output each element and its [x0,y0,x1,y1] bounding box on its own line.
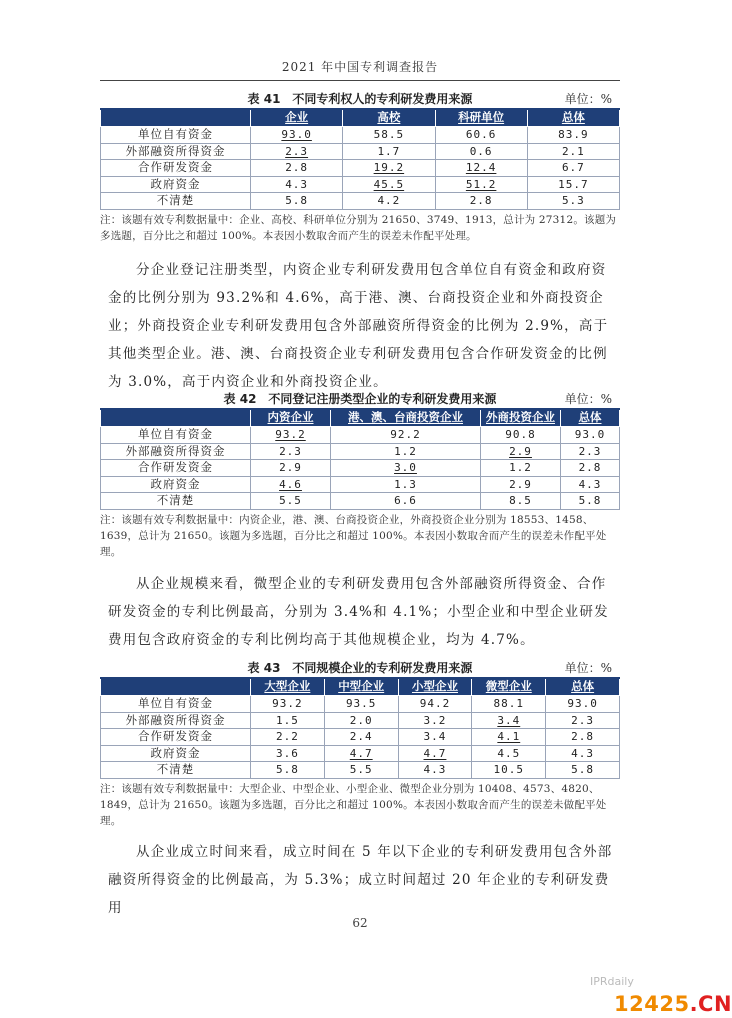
column-header: 微型企业 [472,678,546,696]
table-cell: 2.9 [481,443,561,460]
table-row [101,762,620,779]
table-cell: 2.8 [251,160,343,177]
table-row [101,476,620,493]
table-cell: 2.8 [435,193,527,210]
row-label: 外部融资所得资金 [101,443,251,460]
row-label: 外部融资所得资金 [101,143,251,160]
column-header: 外商投资企业 [481,409,561,427]
table-row [101,712,620,729]
table-row [101,176,620,193]
table-note: 注：该题有效专利数据量中：企业、高校、科研单位分别为 21650、3749、1913，总计为 27312。该题为多选题，百分比之和超过 100%。本表因小数取舍而产生的误差未作配平处理。 [100,213,617,242]
table-cell: 4.3 [546,745,620,762]
table-cell: 4.7 [398,745,472,762]
row-label: 单位自有资金 [101,427,251,444]
table-43-block [100,657,620,829]
column-header: 总体 [527,109,619,127]
table-cell: 2.0 [324,712,398,729]
funding-source-table-43 [100,677,620,779]
funding-source-table-42 [100,408,620,510]
table-cell: 3.4 [398,729,472,746]
table-cell: 3.6 [251,745,325,762]
table-header-row [101,109,620,127]
table-row [101,427,620,444]
table-cell: 2.8 [546,729,620,746]
table-title: 表 43 不同规模企业的专利研发费用来源 [247,661,473,675]
table-cell: 83.9 [527,127,619,144]
table-unit: 单位：% [564,92,612,106]
row-label: 单位自有资金 [101,127,251,144]
column-header: 内资企业 [251,409,331,427]
table-cell: 1.7 [343,143,435,160]
table-cell: 94.2 [398,696,472,713]
row-label: 单位自有资金 [101,696,251,713]
column-header-empty [101,409,251,427]
table-cell: 58.5 [343,127,435,144]
watermark-text: IPRdaily [590,975,634,988]
table-row [101,460,620,477]
row-label: 不清楚 [101,762,251,779]
table-cell: 1.5 [251,712,325,729]
table-cell: 5.8 [546,762,620,779]
table-cell: 93.0 [546,696,620,713]
table-cell: 4.6 [251,476,331,493]
table-caption-bar [100,388,620,408]
table-cell: 3.0 [331,460,481,477]
table-cell: 90.8 [481,427,561,444]
table-row [101,443,620,460]
table-row [101,127,620,144]
table-cell: 6.7 [527,160,619,177]
table-cell: 15.7 [527,176,619,193]
column-header: 港、澳、台商投资企业 [331,409,481,427]
table-row [101,745,620,762]
table-caption-bar [100,657,620,677]
row-label: 合作研发资金 [101,460,251,477]
column-header: 高校 [343,109,435,127]
table-row [101,696,620,713]
body-paragraph: 从企业规模来看，微型企业的专利研发费用包含外部融资所得资金、合作研发资金的专利比例最高，分别为 3.4%和 4.1%；小型企业和中型企业研发费用包含政府资金的专利比例均高于其他规模企业，均为 4.7%。 [108,576,609,648]
table-unit: 单位：% [564,392,612,406]
table-cell: 1.3 [331,476,481,493]
table-cell: 3.2 [398,712,472,729]
body-paragraph: 分企业登记注册类型，内资企业专利研发费用包含单位自有资金和政府资金的比例分别为 93.2%和 4.6%，高于港、澳、台商投资企业和外商投资企业；外商投资企业专利研发费用包含外部融资所得资金的比例为 2.9%，高于其他类型企业。港、澳、台商投资企业专利研发费用包含合作研发资金的比例为 3.0%，高于内资企业和外商投资企业。 [108,262,609,390]
table-cell: 4.3 [251,176,343,193]
row-label: 合作研发资金 [101,160,251,177]
table-cell: 4.1 [472,729,546,746]
table-note: 注：该题有效专利数据量中：内资企业，港、澳、台商投资企业，外商投资企业分别为 18553、1458、1639，总计为 21650。该题为多选题，百分比之和超过 100%。本表因小数取舍而产生的误差未作配平处理。 [100,513,607,558]
table-cell: 1.2 [481,460,561,477]
table-cell: 2.3 [251,443,331,460]
table-cell: 5.8 [561,493,620,510]
table-cell: 19.2 [343,160,435,177]
table-cell: 5.3 [527,193,619,210]
table-cell: 2.3 [251,143,343,160]
table-cell: 5.5 [251,493,331,510]
table-cell: 4.3 [561,476,620,493]
table-header-row [101,678,620,696]
table-cell: 4.2 [343,193,435,210]
table-row [101,729,620,746]
row-label: 不清楚 [101,193,251,210]
table-cell: 60.6 [435,127,527,144]
funding-source-table-41 [100,108,620,210]
table-cell: 93.0 [251,127,343,144]
table-header-row [101,409,620,427]
table-title: 表 42 不同登记注册类型企业的专利研发费用来源 [223,392,497,406]
table-cell: 45.5 [343,176,435,193]
table-cell: 6.6 [331,493,481,510]
table-cell: 2.8 [561,460,620,477]
table-cell: 2.4 [324,729,398,746]
row-label: 不清楚 [101,493,251,510]
column-header: 总体 [546,678,620,696]
table-cell: 2.3 [546,712,620,729]
row-label: 合作研发资金 [101,729,251,746]
table-cell: 2.9 [251,460,331,477]
table-note: 注：该题有效专利数据量中：大型企业、中型企业、小型企业、微型企业分别为 10408、4573、4820、1849，总计为 21650。该题为多选题，百分比之和超过 100%。本表因小数取舍而产生的误差未做配平处理。 [100,782,607,827]
table-cell: 93.0 [561,427,620,444]
table-cell: 1.2 [331,443,481,460]
running-header: 2021 年中国专利调查报告 [281,60,439,74]
header-rule [100,80,620,81]
table-row [101,160,620,177]
table-cell: 51.2 [435,176,527,193]
row-label: 政府资金 [101,476,251,493]
page-number: 62 [352,916,368,930]
table-cell: 93.5 [324,696,398,713]
column-header: 科研单位 [435,109,527,127]
table-cell: 2.2 [251,729,325,746]
site-logo-number: 12425 [614,992,690,1016]
column-header: 大型企业 [251,678,325,696]
table-cell: 0.6 [435,143,527,160]
table-caption-bar [100,88,620,108]
table-cell: 4.3 [398,762,472,779]
column-header: 企业 [251,109,343,127]
table-cell: 93.2 [251,696,325,713]
row-label: 政府资金 [101,176,251,193]
table-cell: 5.8 [251,193,343,210]
table-cell: 2.1 [527,143,619,160]
table-title: 表 41 不同专利权人的专利研发费用来源 [247,92,473,106]
column-header-empty [101,678,251,696]
column-header: 总体 [561,409,620,427]
table-cell: 2.3 [561,443,620,460]
table-cell: 10.5 [472,762,546,779]
table-row [101,193,620,210]
table-cell: 4.7 [324,745,398,762]
table-cell: 88.1 [472,696,546,713]
site-logo [614,992,732,1016]
table-cell: 5.5 [324,762,398,779]
row-label: 外部融资所得资金 [101,712,251,729]
body-paragraph: 从企业成立时间来看，成立时间在 5 年以下企业的专利研发费用包含外部融资所得资金的比例最高，为 5.3%；成立时间超过 20 年企业的专利研发费用 [108,844,613,916]
table-cell: 93.2 [251,427,331,444]
table-cell: 12.4 [435,160,527,177]
table-42-block [100,388,620,560]
column-header: 小型企业 [398,678,472,696]
table-cell: 8.5 [481,493,561,510]
column-header-empty [101,109,251,127]
table-unit: 单位：% [564,661,612,675]
table-41-block [100,88,620,244]
table-row [101,143,620,160]
table-cell: 5.8 [251,762,325,779]
table-row [101,493,620,510]
table-cell: 92.2 [331,427,481,444]
table-cell: 2.9 [481,476,561,493]
row-label: 政府资金 [101,745,251,762]
column-header: 中型企业 [324,678,398,696]
site-logo-domain: .CN [689,992,732,1016]
table-cell: 3.4 [472,712,546,729]
table-cell: 4.5 [472,745,546,762]
